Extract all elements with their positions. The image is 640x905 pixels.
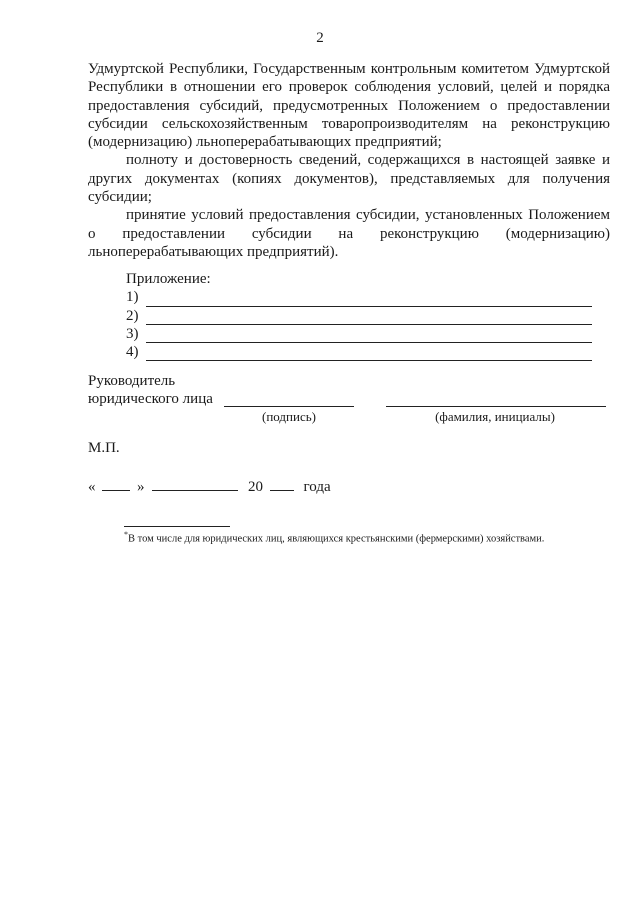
signature-block bbox=[88, 372, 628, 408]
body-text bbox=[88, 60, 610, 261]
appendix-blank-line bbox=[146, 312, 592, 325]
name-caption: (фамилия, инициалы) bbox=[435, 409, 555, 424]
day-blank bbox=[102, 478, 130, 491]
appendix-item-number: 2) bbox=[126, 307, 139, 324]
appendix-item-number: 4) bbox=[126, 344, 139, 361]
date-open-quote: « bbox=[88, 479, 96, 495]
footnote bbox=[124, 530, 544, 545]
appendix-blank-line bbox=[146, 330, 592, 343]
paragraph-2: полноту и достоверность сведений, содержащихся в настоящей заявке и других документах (копиях документов), представляемых для получения субсидии; bbox=[88, 152, 610, 206]
date-close-quote: » bbox=[137, 479, 145, 495]
date-line bbox=[88, 478, 331, 496]
signature-caption: (подпись) bbox=[262, 409, 316, 424]
appendix-row bbox=[126, 307, 592, 325]
paragraph-1: Удмуртской Республики, Государственным контрольным комитетом Удмуртской Республики в отношении его проверок соблюдения условий, целей и порядка предоставления субсидий, предусмотренных Положением о предоставлении субсидии сельскохозяйственным товаропроизводителям на реконструкцию (модернизацию) льноперерабатывающих предприятий; bbox=[88, 61, 610, 151]
paragraph-3: принятие условий предоставления субсидии, установленных Положением о предоставлении субсидии на реконструкцию (модернизацию) льноперерабатывающих предприятий). bbox=[88, 207, 610, 260]
signature-blank-line bbox=[224, 405, 354, 407]
footnote-rule bbox=[124, 526, 230, 527]
name-blank-line bbox=[386, 405, 606, 407]
date-century: 20 bbox=[248, 479, 263, 495]
appendix-item-number: 1) bbox=[126, 289, 139, 306]
appendix-row bbox=[126, 343, 592, 361]
page-number: 2 bbox=[316, 30, 324, 46]
appendix-item-number: 3) bbox=[126, 325, 139, 342]
signer-title-line2: юридического лица bbox=[88, 391, 213, 407]
appendix-row bbox=[126, 288, 592, 306]
signer-title-line1: Руководитель bbox=[88, 373, 176, 389]
footnote-text: В том числе для юридических лиц, являющихся крестьянскими (фермерскими) хозяйствами. bbox=[128, 533, 545, 545]
appendix-blank-line bbox=[146, 294, 592, 307]
footnote-mark: * bbox=[124, 530, 128, 539]
stamp-label: М.П. bbox=[88, 440, 120, 456]
date-suffix: года bbox=[303, 479, 331, 495]
appendix-blank-line bbox=[146, 348, 592, 361]
appendix-row bbox=[126, 325, 592, 343]
month-blank bbox=[152, 478, 238, 491]
appendix-heading: Приложение: bbox=[126, 271, 211, 287]
appendix-section bbox=[126, 270, 592, 361]
year-blank bbox=[270, 478, 294, 491]
